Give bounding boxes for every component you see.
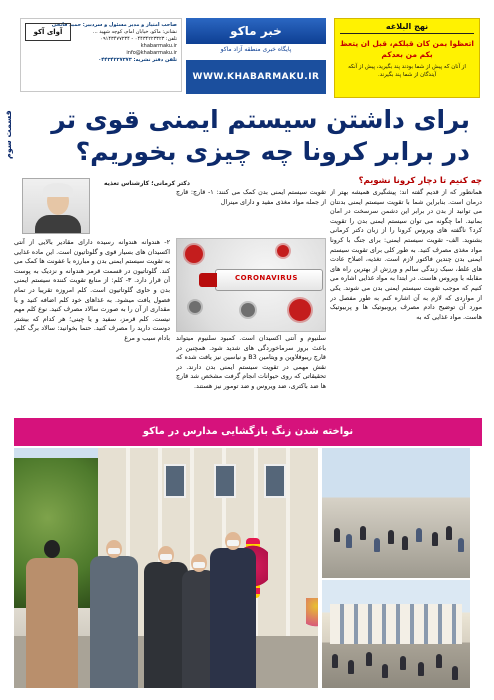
- headline: [22, 104, 470, 174]
- quote-translation: از آنان که پیش از شما بودند پند بگیرید، پیش از آنکه آیندگان از شما پند بگیرند.: [348, 64, 466, 78]
- article-column-middle-bottom: سلنیوم و آنتی اکسیدان است. کمبود سلنیوم میتواند باعث بروز سرماخوردگی های شدید شود. همچنین در قارچ ریبوفلاوین و ویتامین B3 و نیاسین نیز یافت شده که نقش مهمی در تقویت سیستم ایمنی بدن دارند. در تحقیقاتی که روی حیوانات انجام گرفت مشخص شد قارچ ها ضد باکتری، ضد ویروس و ضد تومور نیز هستند.: [176, 334, 326, 390]
- person-figure: [416, 528, 422, 542]
- publisher-info-box: [20, 18, 182, 92]
- person-figure: [402, 536, 408, 550]
- series-tag: قسمت سوم: [4, 110, 13, 160]
- publisher-email[interactable]: info@khabarmaku.ir: [126, 50, 177, 56]
- publisher-phone: تلفن دفتر نشریه: ۰۴۴۳۴۲۳۷۳۷۳: [98, 57, 177, 63]
- coronavirus-illustration: [176, 238, 326, 332]
- person-figure: [360, 526, 366, 540]
- main-photo: [14, 448, 318, 688]
- person-figure: [458, 538, 464, 552]
- author-name: دکتر کرمانی؛ کارشناس تغذیه: [103, 180, 190, 187]
- face-mask-icon: [108, 548, 120, 554]
- person-figure: [366, 652, 372, 666]
- article-subtitle: چه کنیم تا دچار کرونا نشویم؟: [358, 176, 482, 186]
- person-figure: [446, 526, 452, 540]
- masthead: [186, 18, 326, 94]
- person-figure: [432, 532, 438, 546]
- article-column-middle-top: تقویت سیستم ایمنی بدن کمک می کنند: ۱- قارچ: قارچ از جمله مواد مغذی مفید و دارای مینرال: [176, 188, 326, 206]
- person-figure: [332, 654, 338, 668]
- headline-line-1: برای داشتن سیستم ایمنی قوی تر: [51, 105, 470, 134]
- person-figure: [400, 656, 406, 670]
- face-mask-icon: [160, 554, 172, 560]
- masthead-title: خبر ماکو: [186, 18, 326, 44]
- person-figure: [382, 664, 388, 678]
- article-column-right: همانطور که از قدیم گفته اند: پیشگیری همیشه بهتر از درمان است. بنابراین شما با تقویت سیستم ایمنی بدنتان می توانید از بدن در برابر این دشمن سرسخت در امان بمانید. اما چگونه می توان سیستم ایمنی بدن را تقویت کرد؟ ناگفته های ویروس کرونا را از زبان دکتر کرمانی بشنوید. الف- تقویت سیستم ایمنی: برای جنگ با کرونا مواد مغذی مصرف کنید. به طور کلی برای تقویت سیستم ایمنی بدن چندین فاکتور لازم است. تغذیه، اصلاح عادت های غلط، سبک زندگی سالم و ورزش از بهترین راه های مقابله با ویروس هاست. در ابتدا به مواد غذایی اشاره می کنیم که موجب تقویت سیستم ایمنی بدن می شوند. یکی از مواردی که لازم به آن اشاره کنم به طور مفصل در مورد آن توضیح دادم مصرف پروبیوتیک ها و پربیوتیک هاست. مواد غذایی که به: [330, 188, 482, 321]
- publisher-logo: آوای آکو: [25, 23, 71, 41]
- author-photo: [22, 178, 90, 234]
- flower-bouquet-icon: [306, 598, 318, 638]
- publisher-website[interactable]: khabarmaku.ir: [140, 43, 177, 49]
- person-figure: [90, 556, 138, 688]
- quote-text: اتعظوا بمن کان قبلکم، قبل ان یتعظ بکم من بعدکم: [340, 39, 474, 59]
- virus-cell-icon: [277, 245, 289, 257]
- face-mask-icon: [227, 540, 239, 546]
- article: [14, 176, 482, 420]
- virus-cell-icon: [189, 301, 201, 313]
- person-figure: [452, 666, 458, 680]
- virus-cell-icon: [185, 245, 203, 263]
- person-figure: [388, 530, 394, 544]
- person-figure: [346, 534, 352, 548]
- school-yard-photo: [322, 448, 470, 578]
- person-figure: [26, 558, 78, 688]
- window-shape: [164, 464, 186, 498]
- building-shape: [330, 604, 462, 644]
- person-head: [44, 540, 60, 558]
- person-figure: [418, 662, 424, 676]
- publisher-line: تلفن: ۰۴۴۳۴۲۲۳۳۲۳ - ۰۹۱۴۳۴۷۷۲۳۴: [100, 36, 177, 42]
- headline-line-2: در برابر کرونا چه چیزی بخوریم؟: [75, 137, 470, 166]
- author-body-shape: [35, 215, 81, 234]
- masthead-website[interactable]: WWW.KHABARMAKU.IR: [186, 60, 326, 94]
- person-figure: [374, 538, 380, 552]
- newspaper-header: [0, 0, 494, 104]
- person-figure: [436, 654, 442, 668]
- coronavirus-label: CORONAVIRUS: [235, 274, 298, 282]
- syringe-cap-icon: [199, 273, 217, 287]
- person-figure: [334, 528, 340, 542]
- publisher-line: نشانی: ماکو، خیابان امام، کوچه شهید ...: [92, 29, 177, 35]
- quote-title: نهج البلاغه: [340, 22, 474, 34]
- news-banner: نواخته شدن زنگ بازگشایی مدارس در ماکو: [14, 418, 482, 446]
- quote-box: [334, 18, 480, 98]
- students-photo: [322, 580, 470, 688]
- face-mask-icon: [193, 562, 205, 568]
- person-figure: [210, 548, 256, 688]
- virus-cell-icon: [241, 303, 255, 317]
- author-hair-shape: [43, 183, 73, 197]
- masthead-tagline: پایگاه خبری منطقه آزاد ماکو: [220, 46, 292, 53]
- publisher-line: صاحب امتیاز و مدیر مسئول و سردبیر: حمید فاتحی: [51, 22, 177, 28]
- window-shape: [264, 464, 286, 498]
- virus-cell-icon: [289, 299, 311, 321]
- person-figure: [348, 660, 354, 674]
- window-shape: [214, 464, 236, 498]
- article-column-left: ۲- هندوانه هندوانه رسیده دارای مقادیر بالایی از آنتی اکسیدان های بسیار قوی و گلوتاتیون است. این ماده غذایی به تقویت سیستم ایمنی بدن و مبارزه با عفونت ها کمک می کند. گلوتاتیون در قسمت قرمز هندوانه و نزدیک به پوست آن قرار دارد. ۳- کلم: از منابع تقویت کننده سیستم ایمنی بدن و حاوی گلوتاتیون است. کلم امروزه تقریبا در تمام فصول یافت میشود. به غذاهای خود کلم اضافه کنید و یا مقداری از آن را به صورت سالاد مصرف کنید. نوع کلم مهم نیست. کلم قرمز، سفید و یا چینی؛ هر کدام که بیشتر دوست دارید را مصرف کنید. حتما بخوانید: سالاد برگ کلم، بادام سیب و مرغ: [14, 238, 170, 342]
